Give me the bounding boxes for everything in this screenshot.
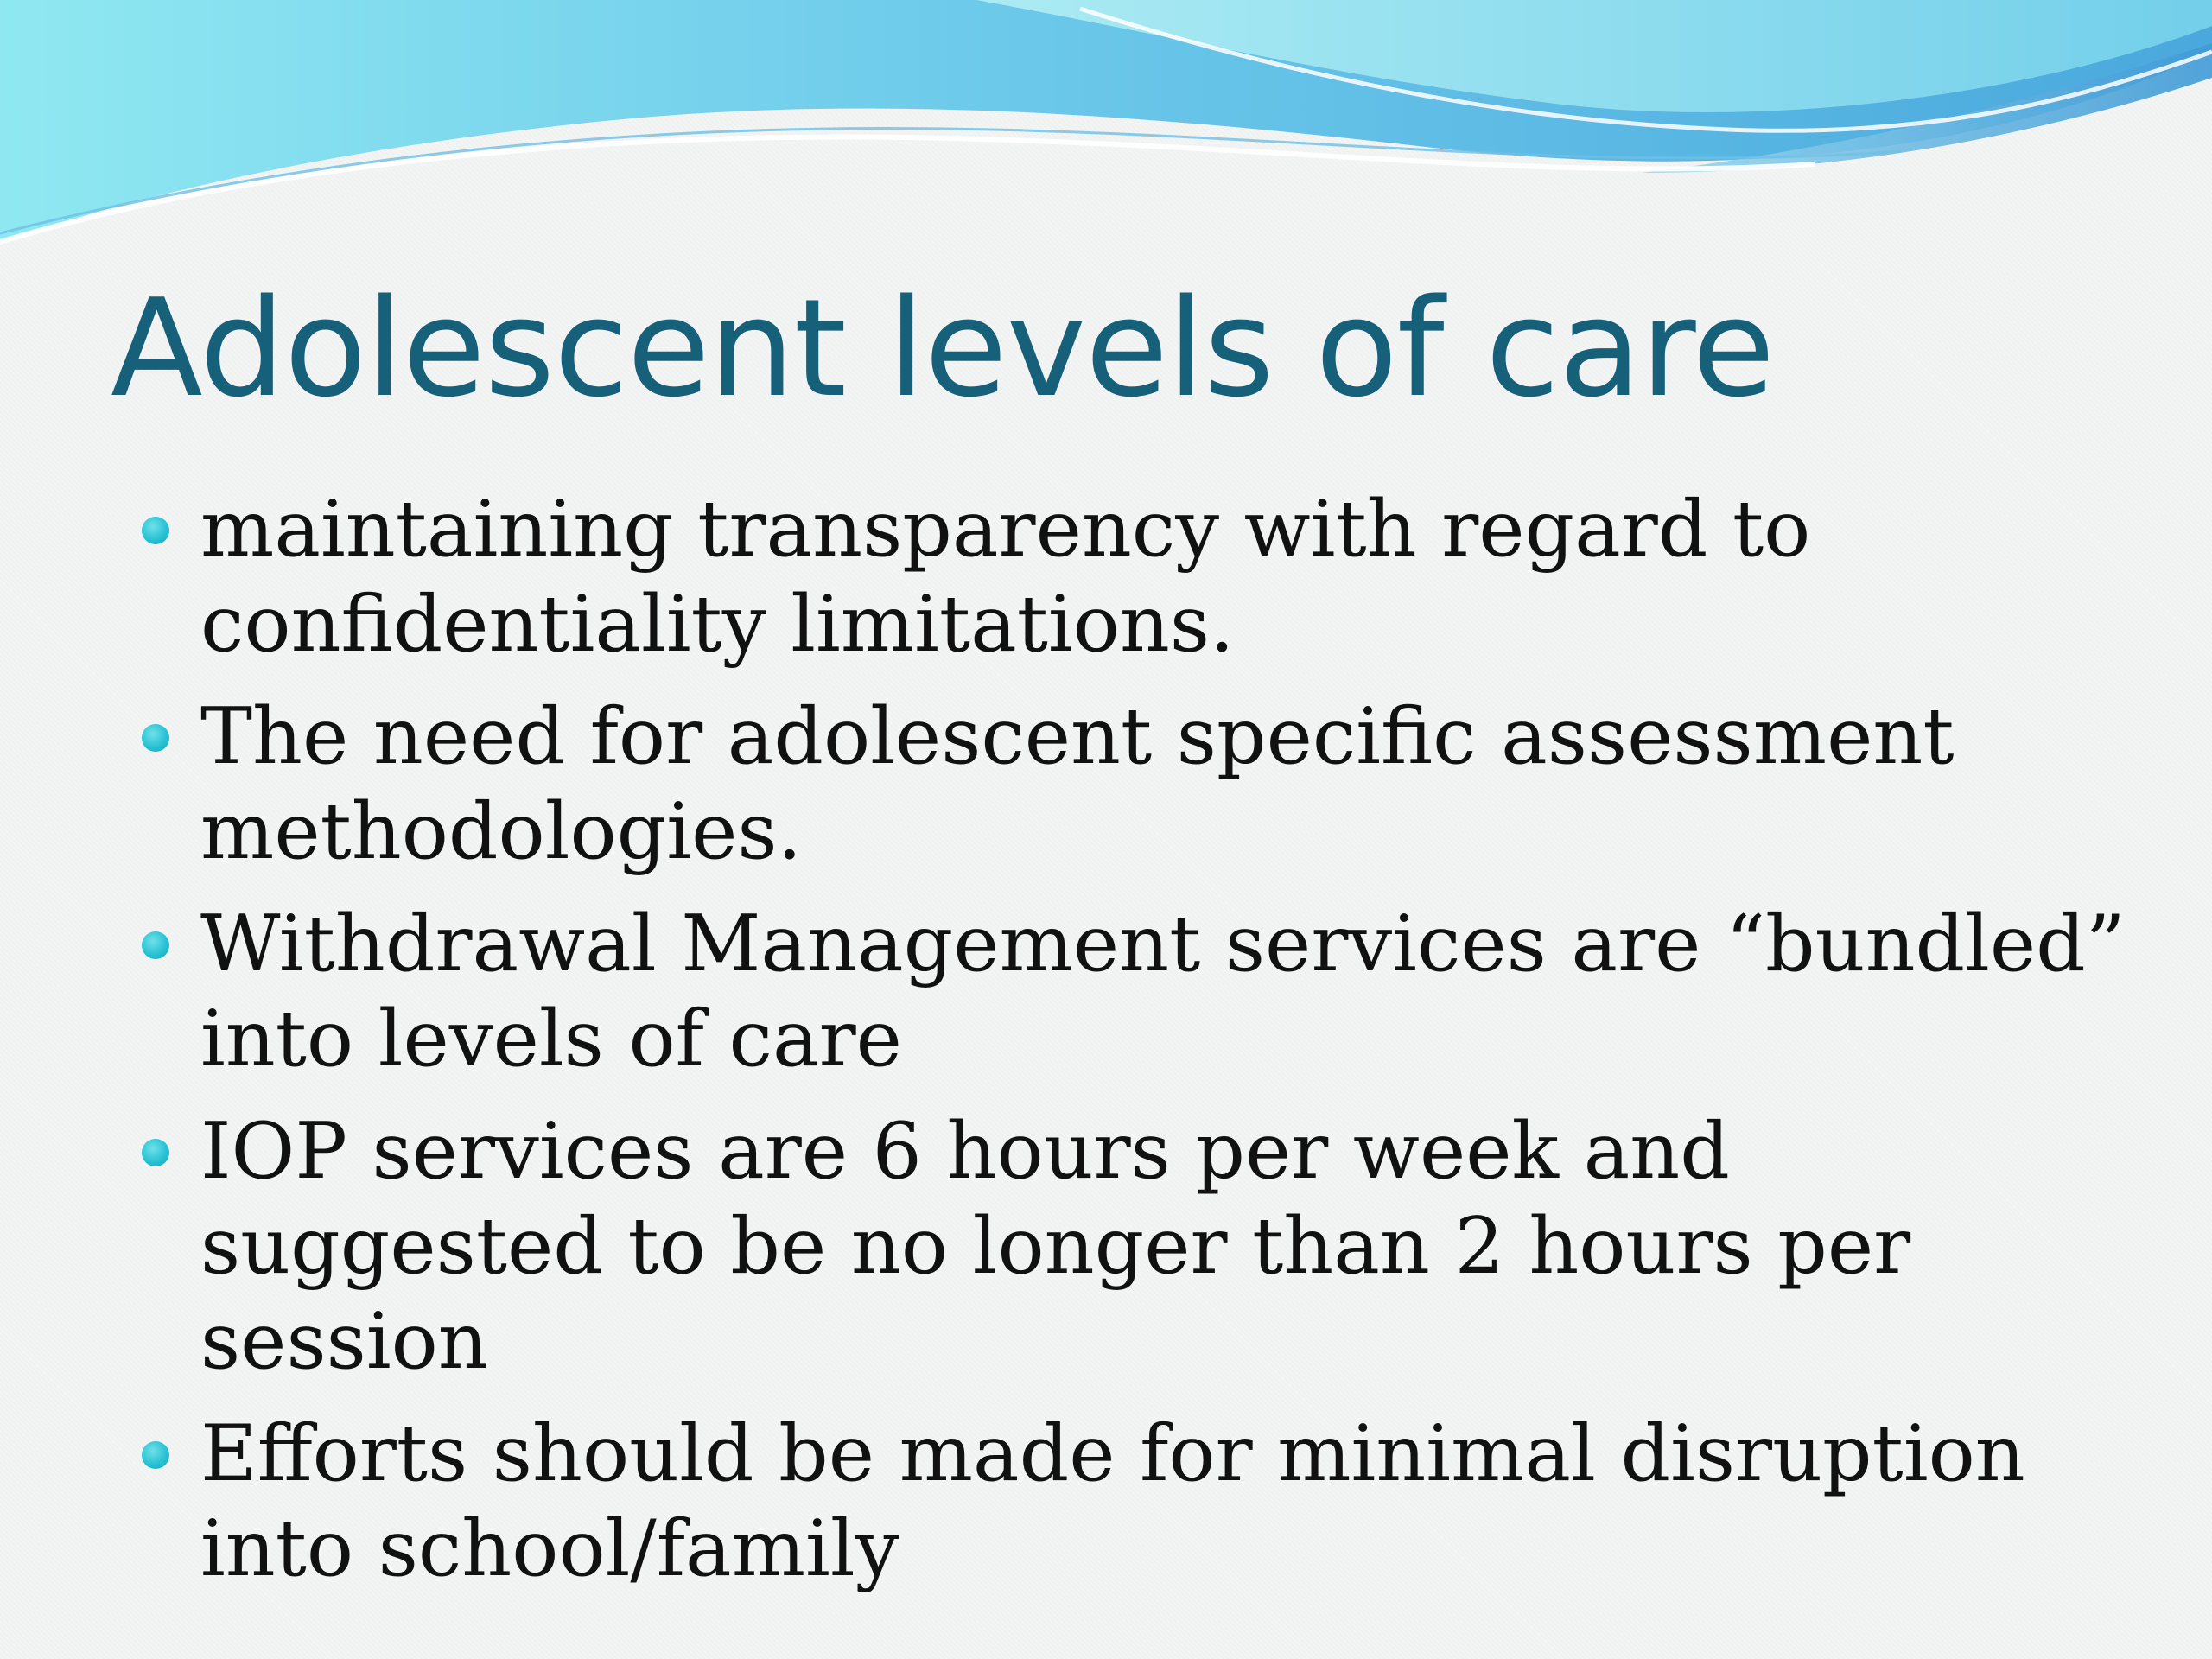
bullet-list <box>138 482 2126 1614</box>
header-wave-decoration <box>0 0 2212 285</box>
bullet-text: The need for adolescent specific assessment methodologies. <box>200 691 1955 877</box>
bullet-item <box>138 690 2126 880</box>
bullet-dot-icon <box>142 1441 169 1469</box>
bullet-dot-icon <box>142 517 169 544</box>
bullet-text: IOP services are 6 hours per week and suggested to be no longer than 2 hours per session <box>200 1106 1911 1387</box>
slide-title: Adolescent levels of care <box>111 270 1775 427</box>
bullet-item <box>138 482 2126 672</box>
bullet-item <box>138 1104 2126 1389</box>
bullet-text: Withdrawal Management services are “bundled” into levels of care <box>200 899 2126 1084</box>
bullet-dot-icon <box>142 931 169 959</box>
bullet-text: maintaining transparency with regard to confidentiality limitations. <box>200 484 1811 670</box>
bullet-dot-icon <box>142 724 169 752</box>
bullet-text: Efforts should be made for minimal disruption into school/family <box>200 1408 2025 1594</box>
bullet-dot-icon <box>142 1139 169 1166</box>
bullet-item <box>138 897 2126 1087</box>
bullet-item <box>138 1407 2126 1597</box>
